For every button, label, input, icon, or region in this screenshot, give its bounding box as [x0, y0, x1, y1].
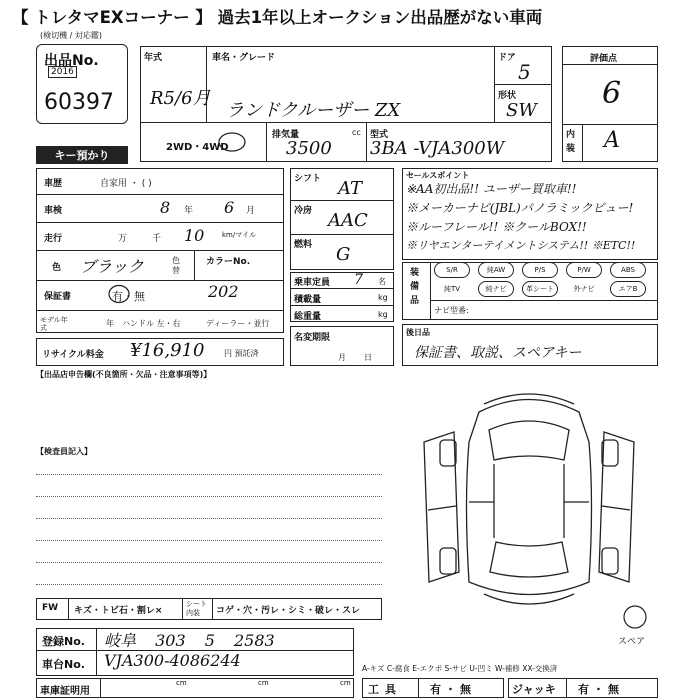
shift-value: AT	[338, 178, 363, 199]
equip-ext-navi-text: 外ナビ	[573, 285, 595, 293]
page-header	[0, 0, 700, 30]
cert-unit-3: cm	[340, 679, 351, 687]
fw-items: キズ・トビ石・割レ×	[74, 606, 163, 616]
score-label: 評価点	[590, 54, 618, 64]
equip-tv	[434, 281, 470, 297]
mileage-unit: km/マイル	[222, 231, 257, 239]
lot-label: 出品No.	[44, 53, 99, 69]
equip-navi	[478, 281, 514, 297]
navi-type-label: ナビ型番:	[434, 306, 469, 315]
inspection-month: 6	[224, 198, 235, 217]
seller-notice-label: 【出品店申告欄(不良箇所・欠品・注意事項等)】	[36, 370, 212, 379]
equip-ps	[522, 262, 558, 278]
car-damage-diagram	[404, 382, 654, 622]
car-name: ランドクルーザー ZX	[226, 100, 401, 121]
equip-ps-text: P/S	[534, 266, 546, 274]
color-value: ブラック	[80, 257, 144, 276]
equip-airbag	[610, 281, 646, 297]
model-value: 3BA -VJA300W	[370, 138, 505, 159]
key-badge-text: キー預かり	[54, 149, 110, 162]
displacement-unit: cc	[352, 128, 361, 137]
fw-seat-items: コゲ・穴・汚レ・シミ・破レ・スレ	[216, 606, 361, 616]
equip-airbag-text: エアB	[618, 285, 638, 293]
equip-leather	[522, 281, 558, 297]
equip-leather-text: 革シート	[526, 285, 554, 293]
recycle-label: リサイクル料金	[42, 350, 104, 360]
sales-point-line-2: ※メーカーナビ(JBL)パノラミックビュー!	[406, 201, 634, 215]
sales-point-line-3: ※ルーフレール!! ※クールBOX!!	[406, 220, 587, 234]
model-year-label: モデル年式	[40, 316, 68, 332]
fuel-value: G	[336, 244, 351, 265]
interior-value: A	[604, 128, 620, 153]
warranty-circle-icon	[108, 284, 130, 304]
equip-pw-text: P/W	[577, 266, 591, 274]
registration-value: 岐阜 303 5 2583	[104, 631, 275, 650]
name-change-unit: 月日	[338, 353, 390, 362]
drive-label: 2WD・4WD	[166, 142, 229, 153]
cert-unit-1: cm	[176, 679, 187, 687]
drive-circle-icon	[218, 132, 246, 152]
equip-navi-text: 純ナビ	[485, 285, 507, 293]
mileage-label: 走行	[44, 234, 63, 244]
extras-value: 保証書、取説、スペアキー	[414, 345, 582, 361]
chassis-label: 車台No.	[42, 658, 85, 671]
displacement-label: 排気量	[272, 130, 300, 140]
fuel-label: 燃料	[294, 240, 313, 250]
color-change-label: 色替	[172, 256, 180, 275]
color-label: 色	[52, 263, 62, 273]
capacity-unit: 名	[378, 277, 386, 286]
inspection-label: 車検	[44, 206, 63, 216]
weight-label: 総重量	[294, 312, 322, 322]
car-label: 車名・グレード	[212, 53, 276, 63]
key-badge	[36, 146, 128, 164]
load-unit: kg	[378, 293, 388, 302]
sales-point-line-4: ※リヤエンターテイメントシステム!! ※ETC!!	[406, 239, 636, 252]
recycle-unit: 円 預託済	[224, 349, 259, 358]
fw-seat-label: シート内装	[186, 600, 207, 617]
aircon-label: 冷房	[294, 206, 313, 216]
equip-abs-text: ABS	[621, 266, 635, 274]
equip-tv-text: 純TV	[443, 285, 461, 293]
tools-value: 有・無	[430, 683, 475, 696]
inspection-month-unit: 月	[246, 206, 256, 216]
chassis-value: VJA300-4086244	[104, 651, 241, 670]
spare-label: スペア	[618, 637, 646, 647]
tools-label: 工具	[368, 683, 402, 696]
score-value: 6	[602, 76, 622, 111]
history-label: 車歴	[44, 179, 63, 189]
equip-sr	[434, 262, 470, 278]
year-label: 年式	[144, 53, 163, 63]
doors-value: 5	[518, 60, 531, 84]
spare-tire-icon	[622, 604, 648, 630]
mileage-sen: 千	[152, 234, 162, 244]
legend-text: A-キズ C-腐食 E-エクボ S-サビ U-凹ミ W-補修 XX-交換済	[362, 664, 558, 673]
model-label: 型式	[370, 130, 389, 140]
fw-label: FW	[42, 603, 59, 613]
warranty-label: 保証書	[44, 292, 72, 302]
jack-label: ジャッキ	[512, 683, 556, 696]
mileage-value: 10	[184, 226, 205, 245]
history-value: 自家用 ・ ( )	[100, 179, 152, 189]
sales-point-line-1: ※AA初出品!! ユーザー買取車!!	[406, 182, 577, 196]
registration-label: 登録No.	[42, 635, 85, 648]
shape-label: 形状	[498, 91, 517, 101]
color-no-label: カラーNo.	[206, 257, 251, 267]
equip-sr-text: S/R	[446, 266, 458, 274]
interior-label: 内装	[566, 130, 576, 154]
equip-pw	[566, 262, 602, 278]
displacement-value: 3500	[286, 138, 332, 159]
sales-points-label: セールスポイント	[406, 171, 470, 180]
inspection-year-unit: 年	[184, 206, 194, 216]
color-no-value: 202	[208, 282, 239, 301]
shift-label: シフト	[294, 174, 322, 184]
inspector-label: 【検査員記入】	[36, 447, 92, 456]
cert-label: 車庫証明用	[40, 686, 90, 697]
equip-alloy-wheel	[478, 262, 514, 278]
mileage-man: 万	[118, 234, 128, 244]
aircon-value: AAC	[328, 210, 368, 231]
name-change-label: 名変期限	[294, 333, 331, 343]
capacity-value: 7	[354, 272, 363, 288]
warranty-value: 有・無	[112, 290, 145, 303]
lot-number: 60397	[44, 90, 114, 115]
capacity-label: 乗車定員	[294, 278, 331, 288]
model-year-dealer: ディーラー・並行	[206, 319, 270, 328]
recycle-value: ¥16,910	[130, 340, 205, 361]
equip-abs	[610, 262, 646, 278]
lot-year-stamp: 2016	[48, 66, 77, 78]
shape-value: SW	[506, 100, 537, 121]
weight-unit: kg	[378, 310, 388, 319]
cert-unit-2: cm	[258, 679, 269, 687]
equip-ext-navi	[566, 281, 602, 297]
top-note: (検切機 / 対応鑑)	[40, 31, 103, 40]
inspection-year: 8	[160, 198, 171, 217]
load-label: 積載量	[294, 295, 322, 305]
doors-label: ドア	[498, 53, 516, 63]
equip-alloy-wheel-text: 純AW	[486, 266, 506, 274]
header-title: 【 トレタマEXコーナー 】 過去1年以上オークション出品歴がない車両	[12, 8, 543, 27]
model-year-handle: ハンドル 左・右	[122, 319, 181, 328]
jack-value: 有・無	[578, 683, 623, 696]
model-year-unit: 年	[106, 319, 114, 328]
equipment-label: 装備品	[410, 268, 420, 306]
year-value: R5/6月	[150, 88, 211, 109]
extras-label: 後日品	[406, 328, 430, 337]
